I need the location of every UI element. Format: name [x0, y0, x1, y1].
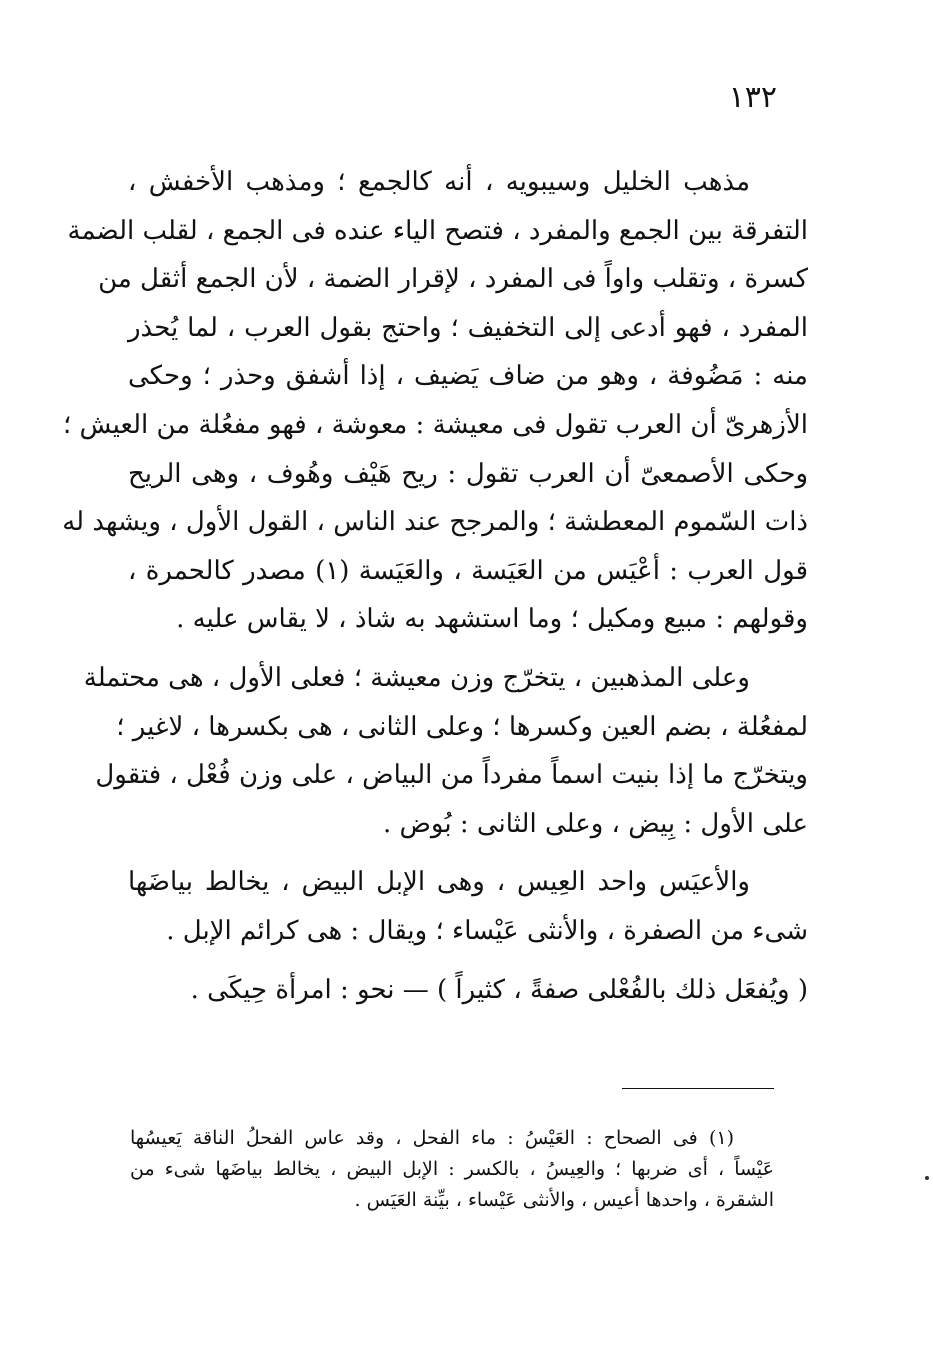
text-line: ويتخرّج ما إذا بنيت اسماً مفرداً من البياض ، على وزن فُعْل ، فتقول [95, 760, 808, 791]
text-line: لمفعُلة ، بضم العين وكسرها ؛ وعلى الثانى ، هى بكسرها ، لاغير ؛ [116, 711, 808, 742]
text-line: شىء من الصفرة ، والأنثى عَيْساء ؛ ويقال : هى كرائم الإبل . [166, 915, 808, 946]
text-line: وقولهم : مبيع ومكيل ؛ وما استشهد به شاذ ، لا يقاس عليه . [176, 604, 808, 635]
scan-speck [925, 1176, 929, 1180]
text-line: الأزهرىّ أن العرب تقول فى معيشة : معوشة ، فهو مفعُلة من العيش ؛ [63, 409, 808, 440]
text-line: ذات السّموم المعطشة ؛ والمرجح عند الناس ، القول الأول ، ويشهد له [62, 507, 808, 538]
footnote [130, 1123, 774, 1216]
footnote-line: عَيْساً ، أى ضربها ؛ والعِيسُ ، بالكسر : الإبل البيض ، يخالط بياضَها شىء من [130, 1158, 774, 1180]
text-line: والأعيَس واحد العِيس ، وهى الإبل البيض ، يخالط بياضَها [128, 867, 750, 898]
text-line: على الأول : بِيض ، وعلى الثانى : بُوض . [382, 808, 808, 839]
page-number: ١٣٢ [728, 80, 777, 115]
footnote-divider [622, 1088, 774, 1089]
text-line: ( ويُفعَل ذلك بالفُعْلى صفةً ، كثيراً ) — نحو : امرأة حِيكَى . [190, 974, 808, 1005]
text-line: مذهب الخليل وسيبويه ، أنه كالجمع ؛ ومذهب الأخفش ، [128, 167, 750, 197]
text-line: وعلى المذهبين ، يتخرّج وزن معيشة ؛ فعلى الأول ، هى محتملة [83, 662, 750, 693]
text-line: قول العرب : أعْيَس من العَيَسة ، والعَيَسة (١) مصدر كالحمرة ، [128, 555, 809, 586]
main-text [62, 158, 809, 1014]
text-line: كسرة ، وتقلب واواً فى المفرد ، لإقرار الضمة ، لأن الجمع أثقل من [98, 264, 808, 295]
text-line: منه : مَضُوفة ، وهو من ضاف يَضيف ، إذا أشفق وحذر ؛ وحكى [128, 361, 808, 392]
text-line: التفرقة بين الجمع والمفرد ، فتصح الياء عنده فى الجمع ، لقلب الضمة [67, 215, 808, 246]
text-line: المفرد ، فهو أدعى إلى التخفيف ؛ واحتج بقول العرب ، لما يُحذر [128, 312, 808, 343]
text-line: وحكى الأصمعىّ أن العرب تقول : ريح هَيْف وهُوف ، وهى الريح [128, 458, 808, 489]
footnote-line: الشقرة ، واحدها أعيس ، والأنثى عَيْساء ، بيِّنة العَيَس . [354, 1189, 774, 1211]
footnote-line: (١) فى الصحاح : العَيْسُ : ماء الفحل ، وقد عاس الفحلُ الناقة يَعيسُها [130, 1127, 734, 1149]
